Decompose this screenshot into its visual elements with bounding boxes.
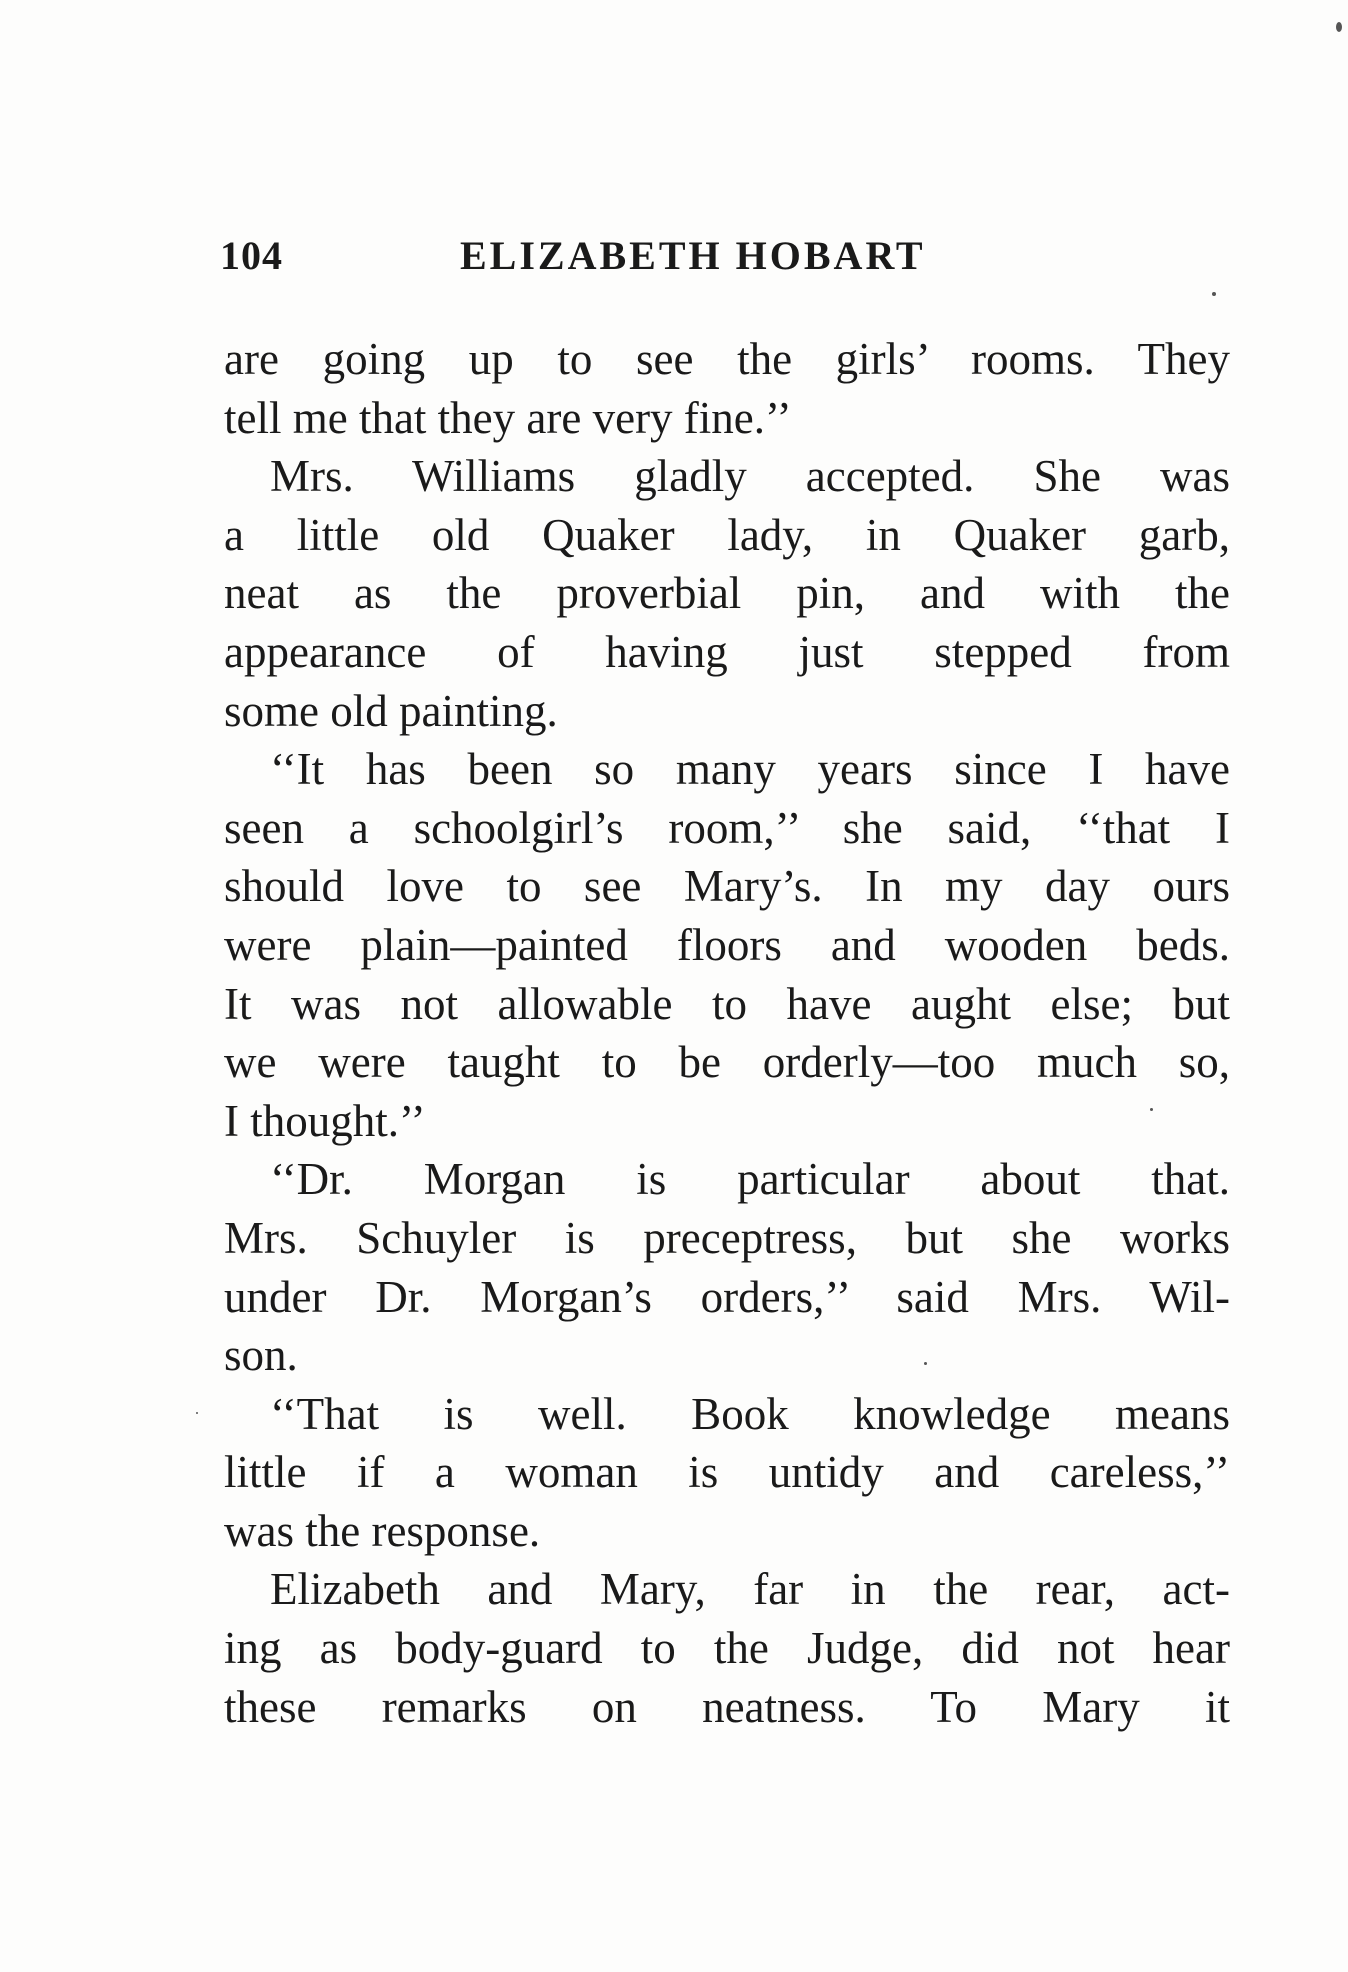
scan-speck: [1336, 22, 1342, 32]
text-line: we were taught to be orderly—too much so,: [224, 1037, 1230, 1088]
text-line: some old painting.: [224, 685, 558, 736]
running-title: ELIZABETH HOBART: [460, 233, 926, 278]
scan-speck: [1150, 1108, 1153, 1111]
paragraph: [224, 330, 1230, 447]
page-number: 104: [220, 233, 283, 278]
paragraph: [224, 1150, 1230, 1384]
text-line: ‘‘It has been so many years since I have: [270, 744, 1230, 795]
text-line: little if a woman is untidy and careless,’’: [224, 1447, 1230, 1498]
text-line: seen a schoolgirl’s room,’’ she said, ‘‘that I: [224, 802, 1230, 853]
text-line: ‘‘Dr. Morgan is particular about that.: [270, 1154, 1230, 1205]
text-line: Mrs. Schuyler is preceptress, but she works: [224, 1212, 1230, 1263]
text-line: should love to see Mary’s. In my day ours: [224, 861, 1230, 912]
text-line: Elizabeth and Mary, far in the rear, act-: [270, 1564, 1230, 1615]
text-line: a little old Quaker lady, in Quaker garb,: [224, 509, 1230, 560]
text-line: are going up to see the girls’ rooms. They: [224, 334, 1230, 384]
text-line: was the response.: [224, 1505, 541, 1556]
paragraph: [224, 447, 1230, 740]
paragraph: [224, 1560, 1230, 1736]
text-line: these remarks on neatness. To Mary it: [224, 1681, 1230, 1732]
scan-speck: [924, 1362, 927, 1365]
text-line: were plain—painted floors and wooden beds.: [224, 919, 1230, 970]
text-line: appearance of having just stepped from: [224, 626, 1230, 677]
text-line: neat as the proverbial pin, and with the: [224, 568, 1230, 619]
text-line: under Dr. Morgan’s orders,’’ said Mrs. Wil-: [224, 1271, 1230, 1322]
text-line: ‘‘That is well. Book knowledge means: [270, 1388, 1230, 1439]
paragraph: [224, 1385, 1230, 1561]
text-line: I thought.’’: [224, 1095, 426, 1146]
body-text: [224, 330, 1230, 1736]
text-line: It was not allowable to have aught else; but: [224, 978, 1230, 1029]
text-line: Mrs. Williams gladly accepted. She was: [270, 451, 1230, 502]
paragraph: [224, 740, 1230, 1150]
scan-speck: [196, 1412, 198, 1414]
text-line: ing as body-guard to the Judge, did not hear: [224, 1623, 1230, 1674]
text-line: son.: [224, 1330, 298, 1381]
running-head: [220, 232, 1220, 292]
scan-speck: [1212, 292, 1216, 296]
text-line: tell me that they are very fine.’’: [224, 392, 792, 443]
